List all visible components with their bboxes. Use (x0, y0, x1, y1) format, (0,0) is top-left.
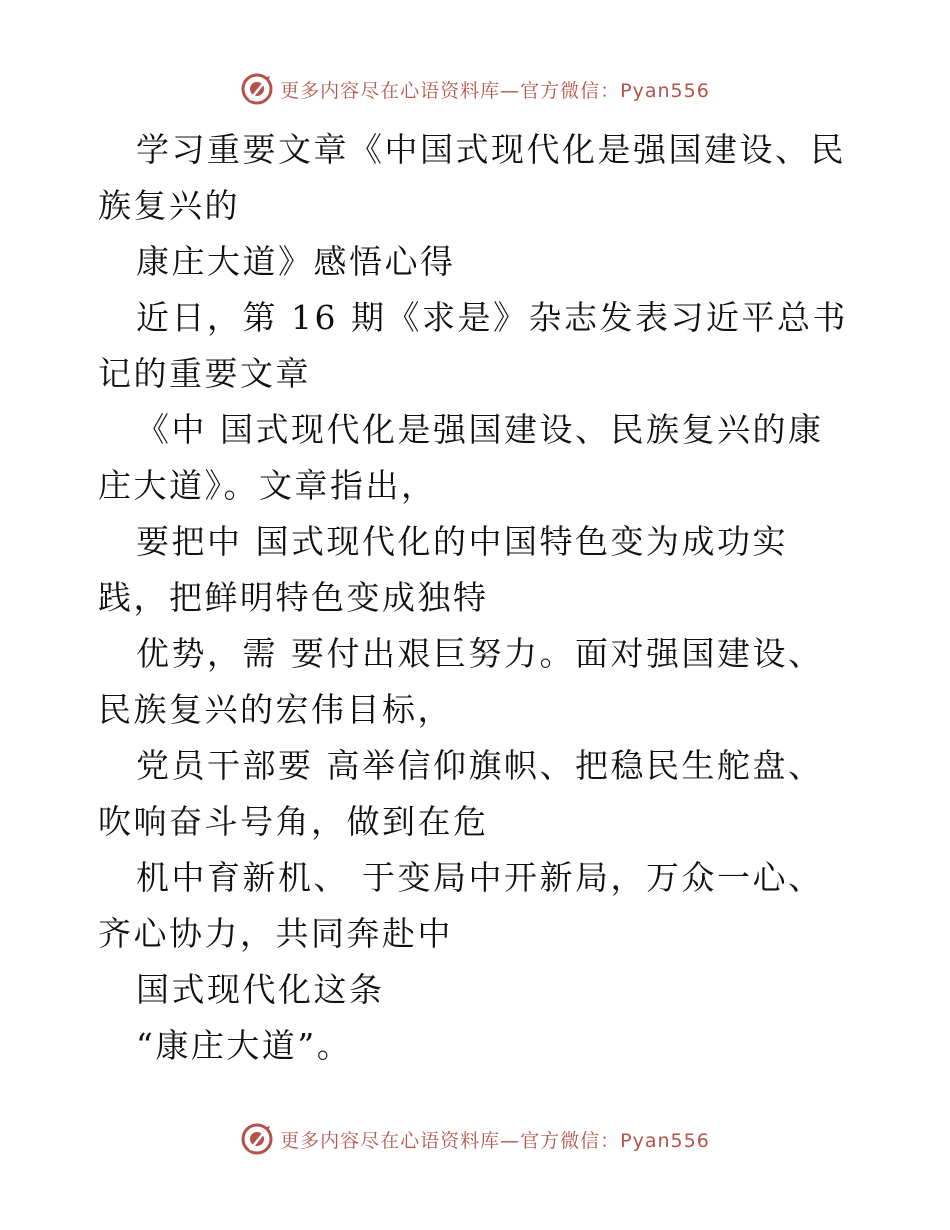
brand-logo-icon (240, 1122, 274, 1156)
paragraph-title-line-1: 学习重要文章《中国式现代化是强国建设、民族复兴的 (98, 130, 846, 225)
paragraph-8: 机中育新机、 于变局中开新局，万众一心、齐心协力，共同奔赴中 (98, 858, 824, 953)
paragraph-3: 近日，第 16 期《求是》杂志发表习近平总书记的重要文章 (98, 298, 848, 393)
paragraph-9: 国式现代化这条 (136, 970, 385, 1009)
paragraph-5: 要把中 国式现代化的中国特色变为成功实践，把鲜明特色变成独特 (98, 522, 788, 617)
document-body (98, 122, 858, 1074)
footer-banner-text: 更多内容尽在心语资料库—官方微信：Pyan556 (280, 1129, 710, 1152)
page-header-banner (0, 72, 950, 106)
page-footer-banner (0, 1122, 950, 1156)
paragraph-4: 《中 国式现代化是强国建设、民族复兴的康庄大道》。文章指出， (98, 410, 824, 505)
paragraph-title-line-2: 康庄大道》感悟心得 (136, 242, 456, 281)
paragraph-7: 党员干部要 高举信仰旗帜、把稳民生舵盘、吹响奋斗号角，做到在危 (98, 746, 824, 841)
brand-logo-icon (240, 72, 274, 106)
header-banner-text: 更多内容尽在心语资料库—官方微信：Pyan556 (280, 79, 710, 102)
paragraph-6: 优势，需 要付出艰巨努力。面对强国建设、民族复兴的宏伟目标， (98, 634, 824, 729)
paragraph-10: “康庄大道”。 (136, 1026, 353, 1065)
